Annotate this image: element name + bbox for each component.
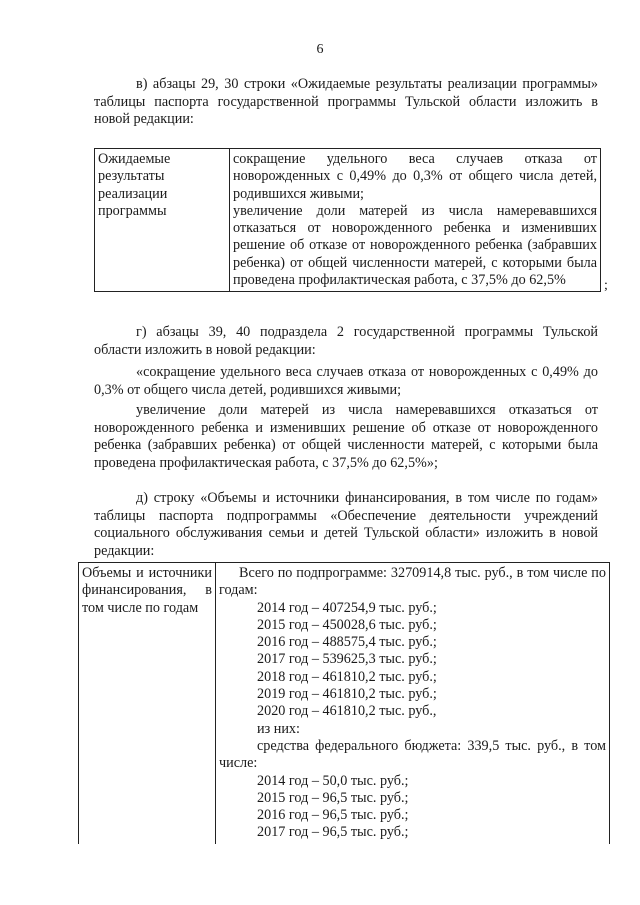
table2-federal: средства федерального бюджета: 339,5 тыс. руб., в том числе: (219, 737, 606, 772)
table2-total: Всего по подпрограмме: 3270914,8 тыс. руб., в том числе по годам: (219, 565, 606, 599)
financing-table (78, 562, 610, 844)
section-v-paragraph: в) абзацы 29, 30 строки «Ожидаемые результаты реализации программы» таблицы паспорта государственной программы Тульской области изложить в новой редакции: (94, 76, 598, 128)
section-g-paragraph-2: увеличение доли матерей из числа намеревавшихся отказаться от новорожденного ребенка и изменивших решение об отказе от новорожденного ребенка (забравших ребенка) от общей численности матерей, с которыми была проведена профилактическая работа, с 37,5% до 62,5%»; (94, 402, 598, 471)
table2-federal-2017: 2017 год – 96,5 тыс. руб.; (257, 824, 409, 841)
table2-year-2019: 2019 год – 461810,2 тыс. руб.; (257, 686, 437, 703)
table2-year-2014: 2014 год – 407254,9 тыс. руб.; (257, 599, 437, 616)
table1-line-2: увеличение доли матерей из числа намеревавшихся отказаться от новорожденного ребенка и изменивших решение об отказе от новорожденного ребенка (забравших ребенка) от общей численности матерей, с которыми была проведена профилактическая работа, с 37,5% до 62,5% (233, 202, 597, 289)
table2-year-2016: 2016 год – 488575,4 тыс. руб.; (257, 634, 437, 651)
table2-federal-2014: 2014 год – 50,0 тыс. руб.; (257, 772, 409, 789)
table2-federal-2016: 2016 год – 96,5 тыс. руб.; (257, 807, 409, 824)
table2-federal-2015: 2015 год – 96,5 тыс. руб.; (257, 789, 409, 806)
table2-year-2018: 2018 год – 461810,2 тыс. руб.; (257, 668, 437, 685)
table1-left-cell: Ожидаемые результаты реализации программы (95, 149, 230, 292)
table2-left-cell: Объемы и источники финансирования, в том числе по годам (79, 563, 216, 844)
table1-right-cell (230, 149, 601, 292)
expected-results-table (94, 148, 601, 292)
table2-year-2020: 2020 год – 461810,2 тыс. руб., (257, 703, 437, 720)
section-g-intro: г) абзацы 39, 40 подраздела 2 государственной программы Тульской области изложить в новой редакции: (94, 324, 598, 358)
table2-year-2017: 2017 год – 539625,3 тыс. руб.; (257, 651, 437, 668)
table2-of-them: из них: (257, 720, 300, 737)
section-g-paragraph-1: «сокращение удельного веса случаев отказа от новорожденных с 0,49% до 0,3% от общего числа детей, родившихся живыми; (94, 364, 598, 398)
table1-line-1: сокращение удельного веса случаев отказа от новорожденных с 0,49% до 0,3% от общего числа детей, родившихся живыми; (233, 151, 597, 202)
table1-trailing-mark: ; (604, 278, 608, 293)
table2-year-2015: 2015 год – 450028,6 тыс. руб.; (257, 616, 437, 633)
page-number: 6 (316, 42, 324, 57)
section-d-paragraph: д) строку «Объемы и источники финансирования, в том числе по годам» таблицы паспорта подпрограммы «Обеспечение деятельности учреждений социального обслуживания семьи и детей Тульской области» изложить в новой редакции: (94, 490, 598, 559)
table2-right-cell (216, 563, 610, 844)
